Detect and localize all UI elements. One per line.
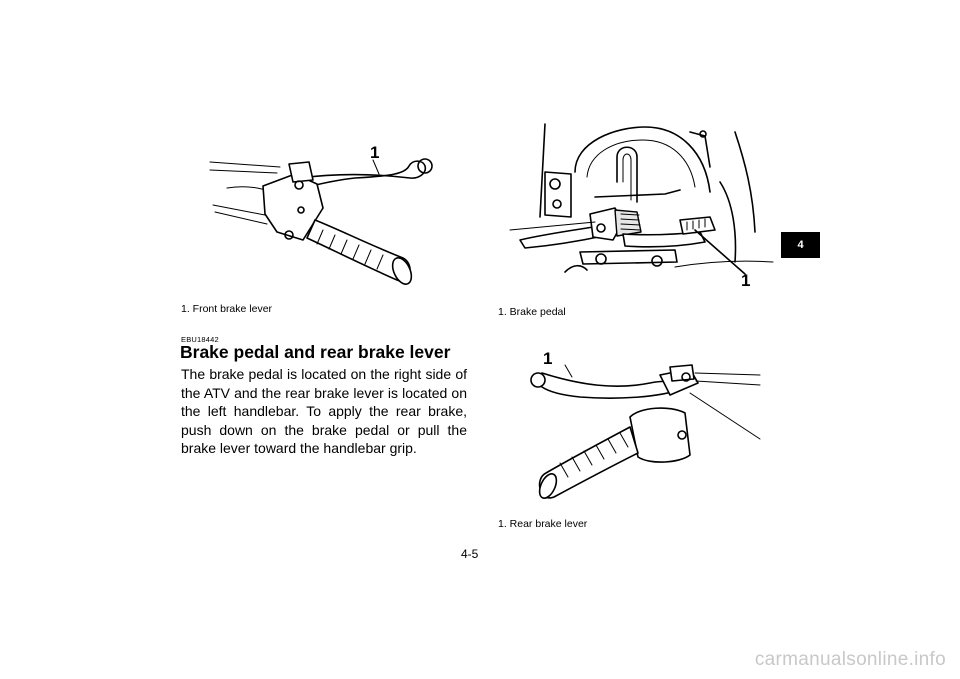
brake-pedal-callout: 1	[741, 271, 751, 290]
section-body: The brake pedal is located on the right side of the ATV and the rear brake lever is located on the left handlebar. To apply the rear brake, push down on the brake pedal or pull the brake lever toward the handlebar grip.	[181, 366, 467, 457]
brake-pedal-illustration	[505, 122, 775, 297]
front-lever-callout: 1	[370, 143, 380, 162]
front-brake-lever-illustration	[205, 140, 445, 300]
section-heading: Brake pedal and rear brake lever	[180, 342, 451, 362]
section-code: EBU18442	[181, 335, 219, 344]
rear-brake-lever-illustration	[520, 355, 765, 510]
rear-lever-caption: 1. Rear brake lever	[498, 518, 588, 530]
brake-pedal-caption: 1. Brake pedal	[498, 306, 566, 318]
page-number: 4-5	[461, 547, 479, 561]
front-lever-caption: 1. Front brake lever	[181, 303, 273, 315]
watermark: carmanualsonline.info	[754, 649, 946, 670]
rear-lever-callout: 1	[543, 349, 553, 368]
chapter-tab: 4	[781, 232, 820, 258]
